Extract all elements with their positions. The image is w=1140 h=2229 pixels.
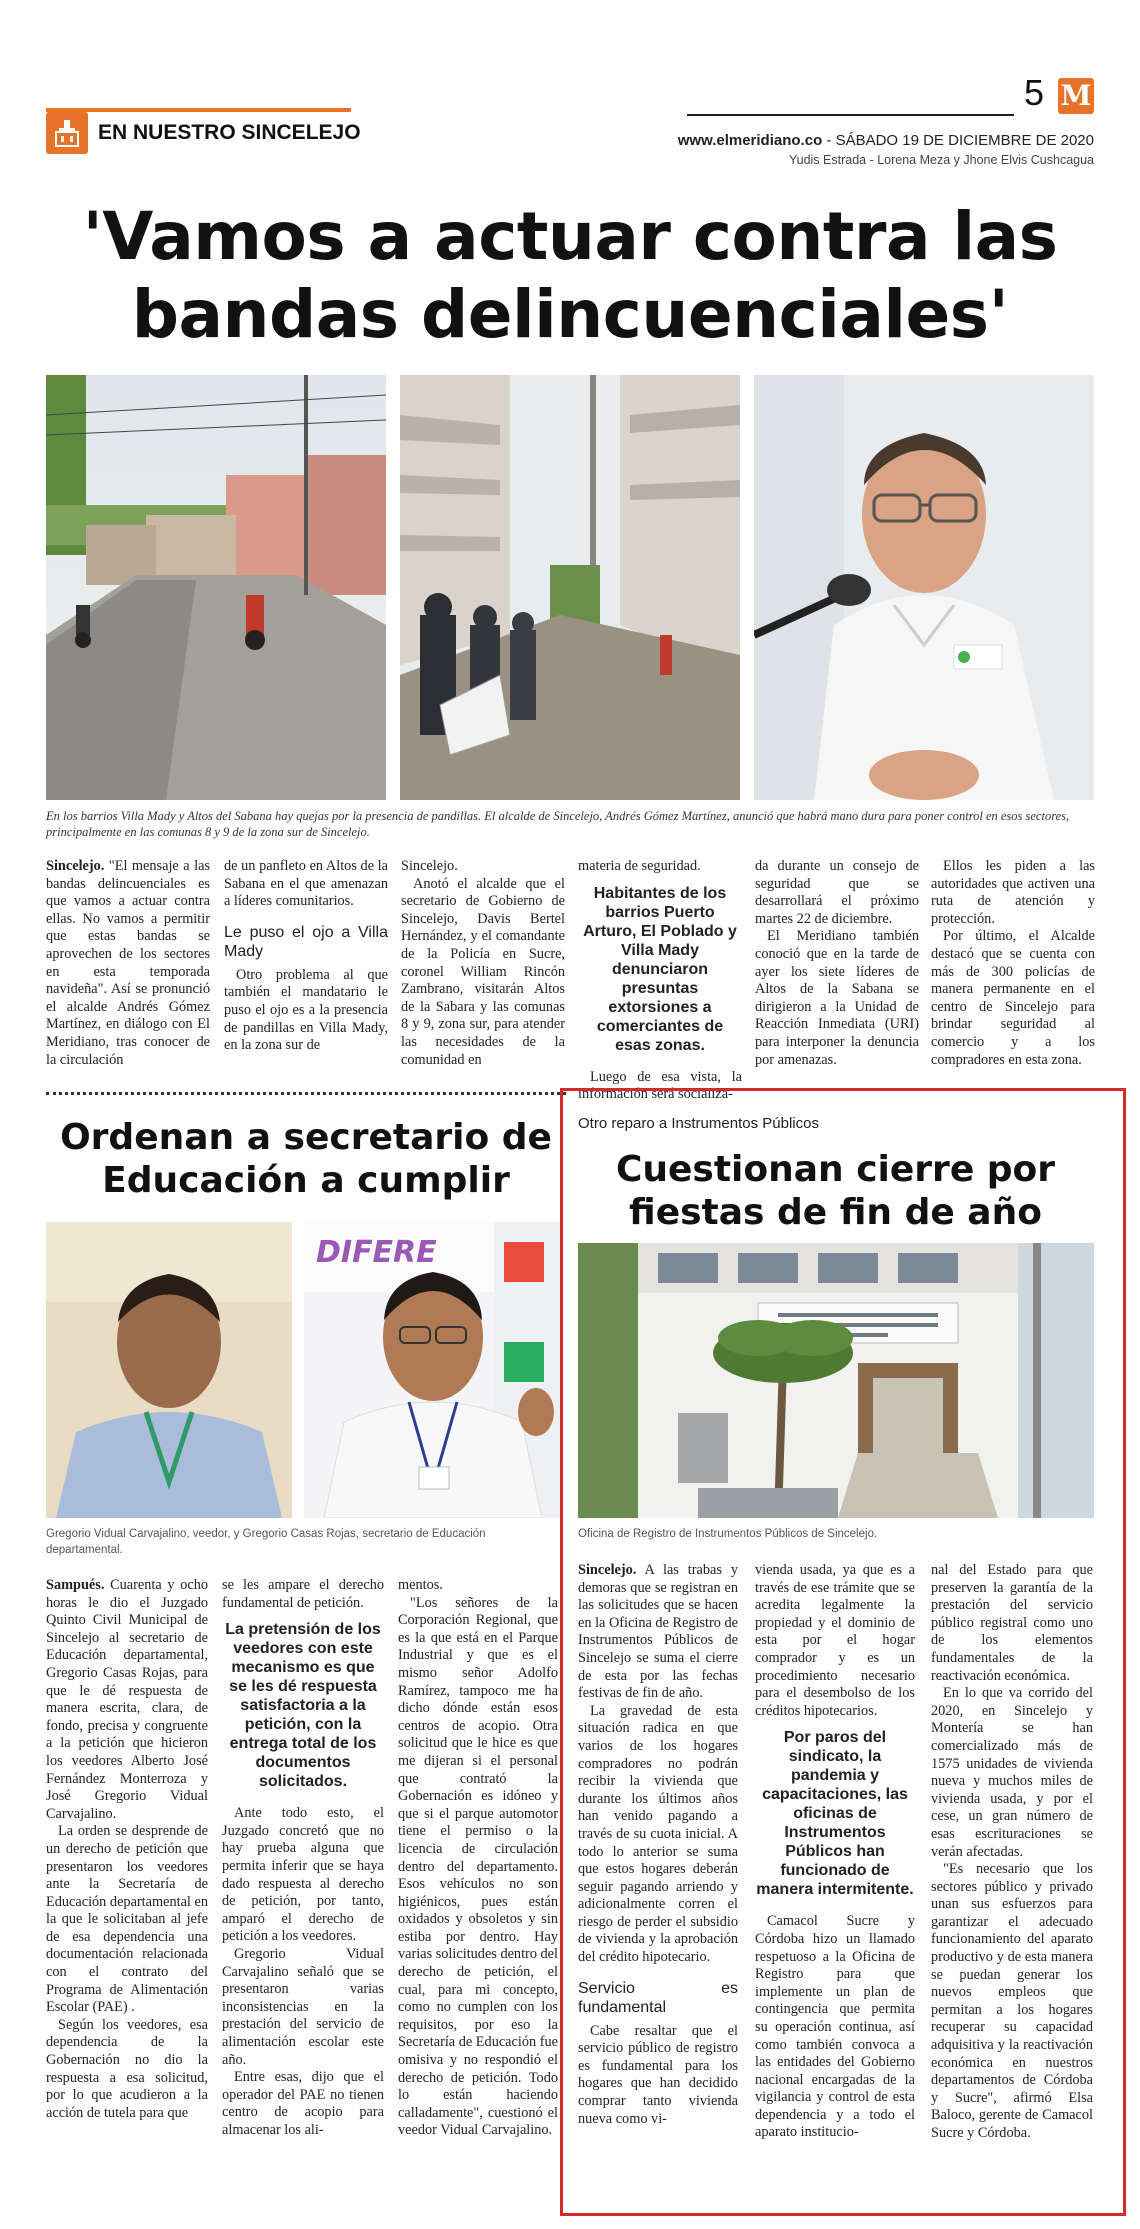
edu-col-2 — [222, 1577, 384, 2139]
banner-text: DIFERE — [316, 1235, 437, 1270]
reg-dateline: Sincelejo. — [578, 1562, 637, 1578]
main-col-6-para-1: Ellos les piden a las autoridades que activen una ruta de atención y protección. — [931, 858, 1095, 927]
main-col-4 — [578, 858, 742, 1104]
page-number: 5 — [1024, 72, 1045, 113]
reg-col-3 — [931, 1562, 1093, 2143]
edu-col-2-para-2: Ante todo esto, el Juzgado concretó que no hay prueba alguna que permita inferir que se haya dado respuesta al derecho de petición, por tanto, amparó el derecho de petición a los veedores. — [222, 1805, 384, 1945]
main-pullquote: Habitantes de los barrios Puerto Arturo, El Poblado y Villa Mady denunciaron presuntas extorsiones a comerciantes de esas zonas. — [583, 884, 737, 1054]
reg-subhead: Servicio es fundamental — [578, 1979, 738, 2016]
reg-col-1-para-1 — [578, 1562, 738, 1703]
city-icon — [46, 112, 88, 154]
edu-col-1 — [46, 1577, 208, 2122]
main-col-1-text: "El mensaje a las bandas delincuenciales es que vamos a actuar contra ellas. No vamos a permitir que estas bandas se aprovechen de los sectores en esta temporada navideña". Así se pronunció el alcalde Andrés Gómez Martínez, en diálogo con El Meridiano, tras conocer de la circulación — [46, 858, 210, 1068]
main-col-1 — [46, 858, 210, 1069]
edu-col-1-para-3: Según los veedores, esa dependencia de la Gobernación no dio la respuesta a esa solicitud, por lo que acudieron a la acción de tutela para que — [46, 2016, 208, 2121]
section-accent-bar — [46, 108, 351, 112]
main-col-3-para-1: Sincelejo. — [401, 858, 458, 874]
edu-col-3-para-2: "Los señores de la Corporación Regional, que es la que está en el Parque Industrial y que es el mismo señor Adolfo Ramírez, tampoco me ha dicho dónde están esos centros de acopio. Otra solicitud que le hice es que me dijeran si el personal que contrató la Gobernación es idóneo y que si el parque automotor tiene el permiso o la licencia de circulación dentro del departamento. Esos vehículos no son higiénicos, pues están oxidados y obsoletos y sin estiba por dentro. Hay varias solicitudes dentro del derecho de petición, el cual, para mi concepto, como no cumplen con los requisitos, por eso la Secretaría de Educación fue omisiva y no respondió el derecho de petición. Todo lo están haciendo calladamente", cuestionó el veedor Vidual Carvajalino. — [398, 1594, 559, 2139]
edu-col-2-para-1: se les ampare el derecho fundamental de petición. — [222, 1577, 384, 1611]
issue-date: - SÁBADO 19 DE DICIEMBRE DE 2020 — [822, 132, 1094, 149]
edu-col-1-text: Cuarenta y ocho horas le dio el Juzgado Quinto Civil Municipal de Sincelejo al secretario de Educación departamental, Gregorio Casas Rojas, para que le dé respuesta de manera escrita, clara, de fondo, precisa y congruente a la petición que hicieron los veedores Alberto José Fernández Monterroza y José Gregorio Vidual Carvajalino. — [46, 1577, 208, 1822]
edu-pullquote: La pretensión de los veedores con este mecanismo es que se les dé respuesta satisfactoria a la petición, con la entrega total de los documentos solicitados. — [225, 1621, 381, 1791]
main-col-2 — [224, 858, 388, 1055]
reg-col-2-para-1: vienda usada, ya que es a través de ese trámite que se acredita legalmente la propiedad y el dominio de esta por el hogar comprador y es un procedimiento necesario para el desembolso de los créditos hipotecarios. — [755, 1562, 915, 1719]
main-col-5 — [755, 858, 919, 1069]
section-tag — [46, 112, 361, 154]
edu-col-3 — [398, 1577, 558, 2140]
edu-col-1-para-1 — [46, 1577, 208, 1823]
main-col-3 — [401, 858, 565, 1069]
edu-col-1-para-2: La orden se desprende de un derecho de petición que presentaron los veedores ante la Secretaría de Educación departamental en la que le solicitaban al jefe de esa dependencia una documentación relacionada con el contrato del Programa de Alimentación Escolar (PAE) . — [46, 1823, 208, 2016]
main-dateline: Sincelejo. — [46, 858, 105, 874]
reg-col-2 — [755, 1562, 915, 2142]
site-url[interactable]: www.elmeridiano.co — [677, 132, 823, 149]
reg-col-2-para-2: Camacol Sucre y Córdoba hizo un llamado respetuoso a la Oficina de Registro para que implemente un plan de contingencia que permita su operación continua, así como también convoca a las entidades del Gobierno nacional encargadas de la vigilancia y control de esta dependencia y a todo el aparato institucio- — [755, 1913, 915, 2141]
main-col-5-para-2: El Meridiano también conoció que en la tarde de ayer los siete líderes de Altos de la Sabana se dirigieron a la Unidad de Reacción Inmediata (URI) para interponer la denuncia por amenazas. — [755, 928, 919, 1068]
reg-col-1-para-2: La gravedad de esta situación radica en que varios de los hogares compradores no podrán recibir la vivienda que durante los últimos años han venido pagando a través de su cuota inicial. A todo lo anterior se suma que estos hogares deberán seguir pagando arriendo y adicionalmente corren el riesgo de perder el subsidio de vivienda y la aprobación del crédito hipotecario. — [578, 1702, 738, 1966]
main-col-1-para — [46, 858, 210, 1069]
main-col-4-para-2: Luego de esa vista, la información será socializa- — [578, 1068, 742, 1103]
education-headline: Ordenan a secretario de Educación a cumplir — [60, 1117, 552, 1201]
main-subhead: Le puso el ojo a Villa Mady — [224, 923, 388, 960]
page-header — [0, 0, 1140, 180]
newspaper-logo: M — [1058, 78, 1094, 114]
reg-pullquote: Por paros del sindicato, la pandemia y capacitaciones, las oficinas de Instrumentos Públicos han funcionado de manera intermitente. — [756, 1729, 914, 1899]
edu-col-2-para-4: Entre esas, dijo que el operador del PAE no tienen centro de acopio para almacenar los ali- — [222, 2069, 384, 2138]
edu-col-3-para-1: mentos. — [398, 1577, 443, 1593]
header-rule — [687, 114, 1014, 116]
registry-headline: Cuestionan cierre por fiestas de fin de año — [615, 1149, 1056, 1233]
reg-col-3-para-2: En lo que va corrido del 2020, en Sincelejo y Montería se han comercializado más de 1575 unidades de vivienda nueva y muchos miles de vivienda usada, y por el cese, un gran número de esas escrituraciones se verán afectadas. — [931, 1685, 1093, 1860]
edu-dateline: Sampués. — [46, 1577, 105, 1593]
reg-col-3-para-3: "Es necesario que los sectores público y privado unan sus esfuerzos para garantizar el adecuado funcionamiento del aparato productivo y de esta manera se puedan generar los nuevos empleos que permitan a los hogares recuperar su capacidad adquisitiva y la reactivación económica en nuestros departamentos de Córdoba y Sucre", afirmó Elsa Baloco, gerente de Camacol Sucre y Córdoba. — [931, 1861, 1093, 2141]
street-photo — [46, 375, 386, 800]
main-col-4-para-1: materia de seguridad. — [578, 858, 701, 874]
police-photo — [400, 375, 740, 800]
edu-col-2-para-3: Gregorio Vidual Carvajalino señaló que se presentaron varias inconsistencias en la prestación del servicio de alimentación escolar este año. — [222, 1945, 384, 2068]
main-col-6-para-2: Por último, el Alcalde destacó que se cuenta con más de 300 policías de manera permanente en el centro de Sincelejo para brindar seguridad al comercio y a los compradores en esta zona. — [931, 928, 1095, 1068]
main-photo-caption: En los barrios Villa Mady y Altos del Sabana hay quejas por la presencia de pandillas. El alcalde de Sincelejo, Andrés Gómez Martínez, anunció que habrá mano dura para poner control en esos sectores, principalmente en las comunas 8 y 9 de la zona sur de Sincelejo. — [46, 809, 1070, 839]
byline: Yudis Estrada - Lorena Meza y Jhone Elvis Cushcagua — [788, 153, 1094, 167]
main-col-2-para-2: Otro problema al que también el mandatario le puso el ojo es a la presencia de pandillas en Villa Mady, en la zona sur de — [224, 966, 388, 1054]
main-col-6 — [931, 858, 1095, 1069]
main-col-2-para-1: de un panfleto en Altos de la Sabana en el que amenazan a líderes comunitarios. — [224, 858, 388, 910]
mayor-photo — [754, 375, 1094, 800]
reg-col-1 — [578, 1562, 738, 2128]
registry-photo-caption: Oficina de Registro de Instrumentos Públicos de Sincelejo. — [578, 1528, 878, 1540]
main-col-3-para-2: Anotó el alcalde que el secretario de Gobierno de Sincelejo, Davis Bertel Hernández, y el comandante de la Policía en Sucre, coronel William Rincón Zambrano, visitarán Altos de la Sabara y las comunas 8 y 9, zona sur, para atender las necesidades de la comunidad en — [401, 875, 565, 1068]
reg-col-1-para-3: Cabe resaltar que el servicio público de registro es fundamental para los hogares que han decidido comprar tanto vivienda nueva como vi- — [578, 2022, 738, 2127]
reg-col-3-para-1: nal del Estado para que preserven la garantía de la prestación del servicio público registral como uno de los elementos fundamentales de la reactivación económica. — [931, 1562, 1093, 1684]
reg-col-1-text: A las trabas y demoras que se registran en las solicitudes que se hacen en la Oficina de Registro de Instrumentos Públicos de Sincelejo se suma el cierre de esta por las fechas festivas de fin de año. — [578, 1562, 738, 1702]
registry-building-photo — [578, 1243, 1094, 1518]
secretary-photo — [304, 1222, 562, 1518]
story-divider — [46, 1092, 566, 1095]
section-name: EN NUESTRO SINCELEJO — [98, 121, 361, 144]
date-line — [678, 132, 1094, 149]
main-col-5-para-1: da durante un consejo de seguridad que se desarrollará el próximo martes 22 de diciembre. — [755, 858, 919, 927]
main-headline: 'Vamos a actuar contra las bandas delincuenciales' — [82, 198, 1058, 353]
registry-kicker: Otro reparo a Instrumentos Públicos — [578, 1115, 819, 1132]
veedor-photo — [46, 1222, 292, 1518]
education-photo-caption: Gregorio Vidual Carvajalino, veedor, y Gregorio Casas Rojas, secretario de Educación departamental. — [46, 1528, 486, 1556]
